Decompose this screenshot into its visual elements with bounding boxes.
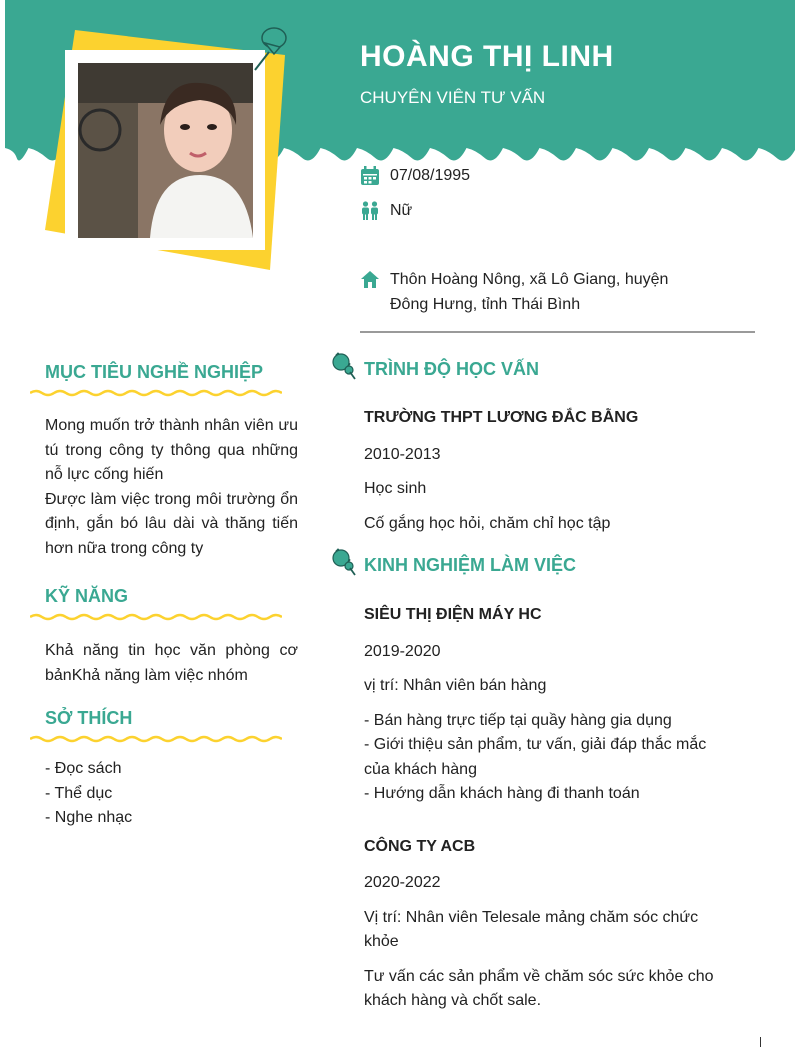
education-role: Học sinh	[364, 480, 427, 497]
avatar	[78, 63, 253, 238]
address-value: Thôn Hoàng Nông, xã Lô Giang, huyện Đông Hưng, tỉnh Thái Bình	[390, 271, 669, 313]
job-tasks	[364, 709, 750, 807]
candidate-title: CHUYÊN VIÊN TƯ VẤN	[360, 88, 546, 107]
candidate-name: HOÀNG THỊ LINH	[360, 40, 614, 73]
skills-title: KỸ NĂNG	[45, 586, 129, 606]
skills-body: Khả năng tin học văn phòng cơ bảnKhả năng làm việc nhóm	[45, 642, 298, 684]
education-title: TRÌNH ĐỘ HỌC VẤN	[364, 359, 539, 379]
experience-title: KINH NGHIỆM LÀM VIỆC	[364, 555, 577, 575]
hobby-item: - Đọc sách	[45, 760, 122, 777]
birthday-row	[360, 166, 470, 188]
header-divider	[360, 331, 755, 333]
job-position: Vị trí: Nhân viên Telesale mảng chăm sóc chức khỏe	[364, 908, 699, 950]
education-period: 2010-2013	[364, 445, 441, 463]
hobbies-title: SỞ THÍCH	[45, 708, 133, 728]
home-icon	[360, 270, 380, 290]
gender-value: Nữ	[390, 202, 413, 219]
job-task: - Giới thiệu sản phẩm, tư vấn, giải đáp thắc mắc của khách hàng	[364, 736, 707, 778]
job-task: Tư vấn các sản phẩm về chăm sóc sức khỏe cho khách hàng và chốt sale.	[364, 967, 714, 1009]
experience-header	[330, 546, 750, 576]
job-period: 2019-2020	[364, 642, 441, 660]
job-position: vị trí: Nhân viên bán hàng	[364, 677, 547, 694]
gender-row	[360, 201, 412, 223]
job-company: SIÊU THỊ ĐIỆN MÁY HC	[364, 606, 542, 623]
school-name: TRƯỜNG THPT LƯƠNG ĐẮC BẰNG	[364, 409, 639, 426]
people-icon	[360, 201, 380, 221]
education-body	[364, 406, 750, 536]
job-task: - Hướng dẫn khách hàng đi thanh toán	[364, 785, 640, 802]
squiggle-divider	[30, 387, 282, 399]
hobby-item: - Thể dục	[45, 784, 113, 802]
page-end-mark	[760, 1037, 761, 1047]
education-section	[330, 350, 750, 536]
skills-section	[30, 584, 300, 688]
pushpin-icon	[252, 26, 290, 72]
objective-body	[45, 414, 298, 561]
squiggle-divider	[30, 611, 282, 623]
education-desc: Cố gắng học hỏi, chăm chỉ học tập	[364, 514, 611, 532]
job-period: 2020-2022	[364, 874, 441, 891]
objective-title: MỤC TIÊU NGHỀ NGHIỆP	[45, 362, 264, 382]
right-column	[330, 350, 750, 1014]
birthday-value: 07/08/1995	[390, 167, 471, 184]
job-entry	[364, 603, 750, 807]
calendar-icon	[360, 166, 380, 186]
pushpin-icon	[330, 352, 356, 380]
hobbies-body	[45, 757, 298, 831]
objective-section	[30, 360, 300, 561]
education-header	[330, 350, 750, 380]
pushpin-icon	[330, 548, 356, 576]
squiggle-divider	[30, 733, 282, 745]
objective-p1: Mong muốn trở thành nhân viên ưu tú trong công ty thông qua những nỗ lực cống hiến	[45, 417, 298, 483]
job-company: CÔNG TY ACB	[364, 837, 476, 855]
job-entry	[364, 835, 750, 1014]
experience-section	[330, 546, 750, 1014]
job-task: - Bán hàng trực tiếp tại quầy hàng gia dụng	[364, 711, 672, 729]
hobbies-section	[30, 706, 300, 831]
left-column	[30, 350, 300, 831]
address-row	[360, 270, 690, 317]
hobby-item: - Nghe nhạc	[45, 809, 133, 826]
objective-p2: Được làm việc trong môi trường ổn định, gắn bó lâu dài và thăng tiến hơn nữa trong công ty	[45, 490, 298, 557]
